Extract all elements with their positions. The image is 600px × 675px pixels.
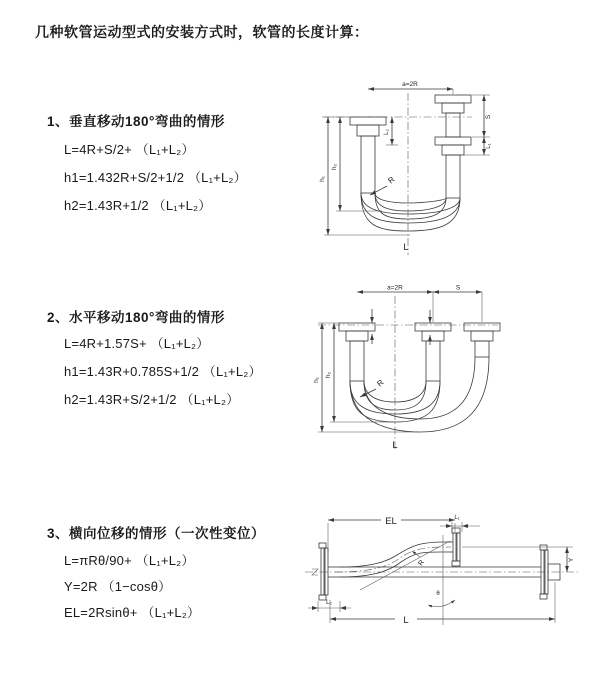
d3-dim-el: EL <box>385 516 397 527</box>
d2-length-label: L <box>392 440 398 451</box>
d2-radius-label: R <box>375 377 386 389</box>
d2-position-arrows <box>372 309 430 345</box>
d2-dim-a2r: a=2R <box>387 284 403 292</box>
d1-valve-icon <box>360 95 372 105</box>
d2-valve-icon <box>341 306 351 316</box>
d2-dim-h1: h₁ <box>313 377 320 383</box>
d2-middle-flange <box>415 323 451 331</box>
d1-dim-a2r: a=2R <box>402 81 418 88</box>
page-title: 几种软管运动型式的安装方式时，软管的长度计算： <box>35 24 369 40</box>
d1-left-flange <box>350 117 386 125</box>
d1-dim-h1: h₁ <box>319 176 326 182</box>
d3-angle-construction <box>360 535 455 625</box>
section1-formula-h1: h1=1.432R+S/2+1/2 （L₁+L₂） <box>64 170 247 185</box>
diagram-vertical-180-bend <box>300 75 600 260</box>
diagram-lateral-displacement <box>295 505 600 655</box>
section1-formula-h2: h2=1.43R+1/2 （L₁+L₂） <box>64 198 212 213</box>
section3-formula-L: L=πRθ/90+ （L₁+L₂） <box>64 553 195 568</box>
diagram-horizontal-180-bend <box>300 282 600 460</box>
d1-right-flange <box>435 95 471 103</box>
d1-dim-l2: L₂ <box>384 129 390 135</box>
d2-left-braid <box>350 341 364 381</box>
d1-left-braid <box>361 136 375 193</box>
d1-right-braid <box>446 155 460 198</box>
d3-dim-l1: L₁ <box>454 515 460 521</box>
section2-formula-L: L=4R+1.57S+ （L₁+L₂） <box>64 336 210 351</box>
d1-radius-label: R <box>386 174 397 186</box>
d3-length-label: L <box>403 615 409 626</box>
d1-dim-l1: L₁ <box>486 143 492 149</box>
d3-left-flange <box>319 543 340 600</box>
d1-hose-curves <box>361 193 460 231</box>
section1-formula-L: L=4R+S/2+ （L₁+L₂） <box>64 142 195 157</box>
d2-middle-braid <box>426 341 440 381</box>
section3-heading: 3、横向位移的情形（一次性变位） <box>47 526 266 541</box>
d1-dim-h2: h₂ <box>331 163 338 171</box>
d2-dim-h2: h₂ <box>325 371 332 379</box>
d2-right-flange <box>464 323 500 331</box>
d3-curved-centerline <box>335 547 451 572</box>
section1-heading: 1、垂直移动180°弯曲的情形 <box>47 114 225 129</box>
section3-formula-EL: EL=2Rsinθ+ （L₁+L₂） <box>64 605 201 620</box>
d3-dim-y: Y <box>568 557 575 563</box>
d1-dim-s: S <box>485 114 492 120</box>
d1-length-label: L <box>403 242 409 253</box>
d3-angle-label: θ <box>436 591 440 597</box>
d2-dim-s: S <box>455 284 461 292</box>
section2-formula-h1: h1=1.43R+0.785S+1/2 （L₁+L₂） <box>64 364 262 379</box>
section2-heading: 2、水平移动180°弯曲的情形 <box>47 310 225 325</box>
d2-hose-curves <box>350 357 489 432</box>
d3-dim-l2: L₂ <box>326 600 332 606</box>
section3-formula-Y: Y=2R （1−cosθ） <box>64 579 172 594</box>
d3-radius-label: R <box>417 559 427 568</box>
d2-left-flange <box>339 323 375 331</box>
section2-formula-h2: h2=1.43R+S/2+1/2 （L₁+L₂） <box>64 392 240 407</box>
